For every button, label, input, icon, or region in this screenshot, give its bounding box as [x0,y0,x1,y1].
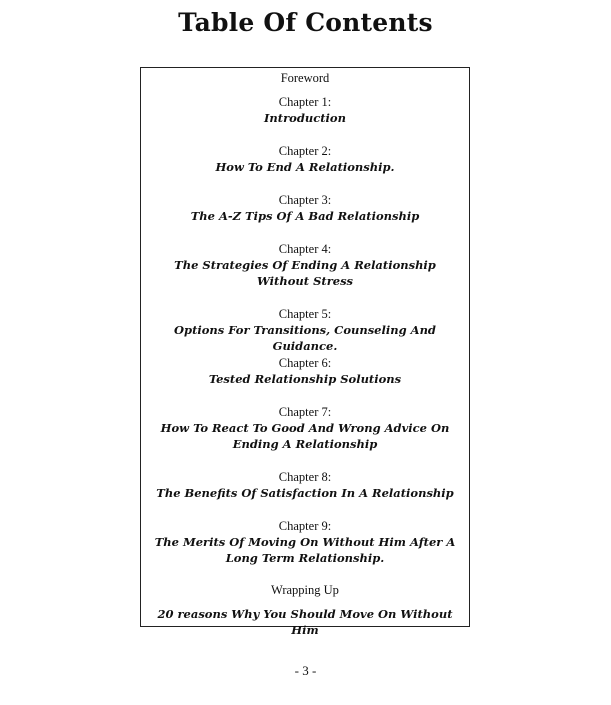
toc-chapter-label: Chapter 9: [278,519,332,533]
table-of-contents [140,67,470,637]
toc-chapter-title: Introduction [264,111,346,125]
toc-entry-wrapping-up [141,582,469,598]
page-number: - 3 - [294,663,317,678]
toc-foreword-label: Foreword [280,71,330,85]
toc-chapter-label: Chapter 2: [278,144,332,158]
toc-chapter-title: The Merits Of Moving On Without Him After A Long Term Relationship. [154,535,456,565]
toc-chapter-label: Chapter 7: [278,405,332,419]
toc-chapter-title: How To End A Relationship. [215,160,395,174]
toc-chapter-label: Chapter 4: [278,242,332,256]
toc-chapter-label: Chapter 1: [278,95,332,109]
toc-entry-chapter-7 [141,404,469,452]
page-title: Table Of Contents [178,8,433,37]
toc-chapter-title: The Benefits Of Satisfaction In A Relationship [156,486,454,500]
toc-chapter-label: Chapter 5: [278,307,332,321]
toc-chapter-title: Options For Transitions, Counseling And Guidance. [174,323,436,353]
toc-entry-chapter-6 [141,355,469,387]
toc-chapter-title: The Strategies Of Ending A Relationship Without Stress [174,258,436,288]
toc-entry-chapter-1 [141,94,469,126]
toc-chapter-label: Chapter 3: [278,193,332,207]
toc-wrapping-up-label: Wrapping Up [271,583,339,597]
toc-chapter-title: The A-Z Tips Of A Bad Relationship [190,209,420,223]
toc-chapter-label: Chapter 8: [278,470,332,484]
toc-entry-foreword [141,70,469,86]
toc-entry-chapter-3 [141,192,469,224]
toc-entry-chapter-9 [141,518,469,566]
toc-chapter-title: Tested Relationship Solutions [208,372,402,386]
toc-entry-chapter-8 [141,469,469,501]
toc-entry-chapter-5 [141,306,469,354]
toc-chapter-title: How To React To Good And Wrong Advice On Ending A Relationship [160,421,450,451]
toc-entry-reasons [141,606,469,638]
toc-chapter-label: Chapter 6: [278,356,332,370]
toc-entry-chapter-2 [141,143,469,175]
toc-wrapping-up-title: 20 reasons Why You Should Move On Without Him [157,607,453,637]
toc-entry-chapter-4 [141,241,469,289]
